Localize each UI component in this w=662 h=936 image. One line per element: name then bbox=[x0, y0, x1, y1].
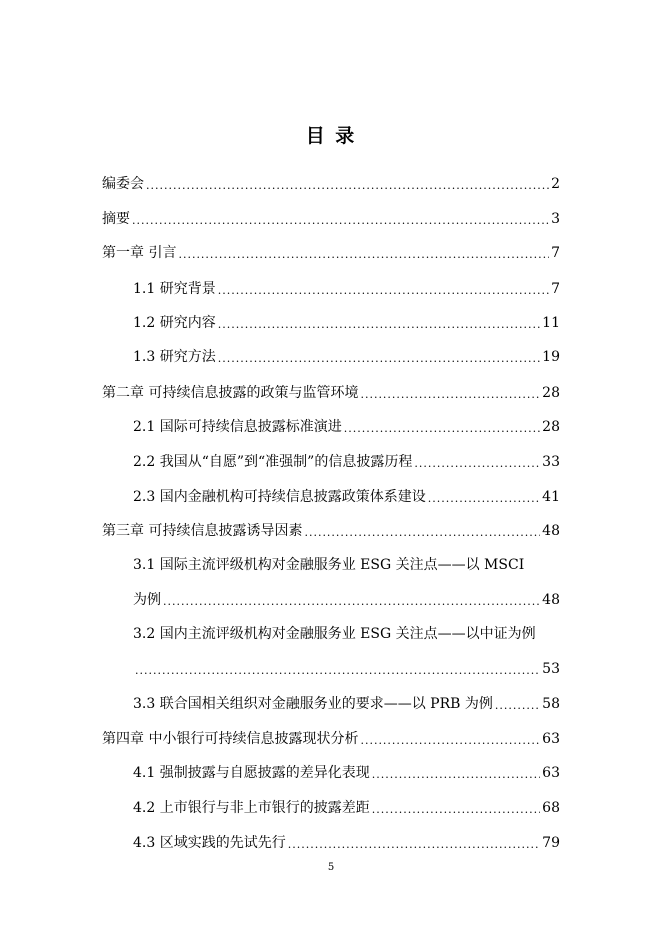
toc-entry-page: 28 bbox=[542, 419, 560, 435]
dot-leader bbox=[163, 595, 540, 609]
toc-entry-page: 79 bbox=[542, 835, 560, 851]
toc-entry-page: 58 bbox=[542, 696, 560, 712]
dot-leader bbox=[372, 803, 540, 817]
dot-leader bbox=[428, 492, 540, 506]
dot-leader bbox=[414, 457, 540, 471]
toc-entry-label: 4.2 上市银行与非上市银行的披露差距 bbox=[133, 800, 370, 816]
toc-entry-page: 3 bbox=[551, 211, 560, 227]
toc-entry-section-1-3[interactable] bbox=[133, 348, 560, 366]
toc-entry-section-1-1[interactable] bbox=[133, 280, 560, 298]
toc-entry-chapter-1[interactable] bbox=[102, 244, 560, 262]
toc-entry-label: 第四章 中小银行可持续信息披露现状分析 bbox=[102, 731, 359, 747]
toc-entry-page: 11 bbox=[542, 315, 560, 331]
toc-entry-section-3-3[interactable] bbox=[133, 695, 560, 713]
toc-entry-page: 48 bbox=[542, 592, 560, 608]
toc-entry-section-3-1[interactable] bbox=[133, 591, 560, 609]
dot-leader bbox=[218, 318, 540, 332]
toc-entry-chapter-2[interactable] bbox=[102, 384, 560, 402]
toc-entry-section-3-2[interactable] bbox=[133, 660, 560, 678]
toc-entry-label: 摘要 bbox=[102, 211, 130, 227]
toc-entry-page: 41 bbox=[542, 489, 560, 505]
toc-entry-label: 4.3 区域实践的先试先行 bbox=[133, 835, 286, 851]
toc-entry-label: 3.3 联合国相关组织对金融服务业的要求——以 PRB 为例 bbox=[133, 696, 493, 712]
toc-entry-section-1-2[interactable] bbox=[133, 314, 560, 332]
toc-entry-page: 63 bbox=[542, 765, 560, 781]
toc-entry-page: 7 bbox=[551, 245, 560, 261]
toc-entry-page: 33 bbox=[542, 454, 560, 470]
toc-entry-section-4-3[interactable] bbox=[133, 834, 560, 852]
toc-entry-editorial-board[interactable] bbox=[102, 175, 560, 193]
toc-entry-label: 第二章 可持续信息披露的政策与监管环境 bbox=[102, 385, 359, 401]
toc-entry-section-4-2[interactable] bbox=[133, 799, 560, 817]
toc-entry-page: 2 bbox=[551, 176, 560, 192]
dot-leader bbox=[360, 734, 540, 748]
toc-entry-page: 68 bbox=[542, 800, 560, 816]
toc-entry-page: 28 bbox=[542, 385, 560, 401]
dot-leader bbox=[132, 214, 549, 228]
toc-entry-label: 1.3 研究方法 bbox=[133, 349, 216, 365]
dot-leader bbox=[495, 699, 540, 713]
toc-entry-label: 4.1 强制披露与自愿披露的差异化表现 bbox=[133, 765, 370, 781]
toc-entry-section-3-2-line1[interactable]: 3.2 国内主流评级机构对金融服务业 ESG 关注点——以中证为例 bbox=[133, 626, 536, 642]
dot-leader bbox=[304, 526, 540, 540]
toc-entry-label: 1.1 研究背景 bbox=[133, 281, 216, 297]
toc-entry-section-3-1-line1[interactable]: 3.1 国际主流评级机构对金融服务业 ESG 关注点——以 MSCI bbox=[133, 557, 525, 573]
toc-entry-label: 2.1 国际可持续信息披露标准演进 bbox=[133, 419, 342, 435]
toc-entry-label: 编委会 bbox=[102, 176, 144, 192]
toc-entry-label: 为例 bbox=[133, 592, 161, 608]
dot-leader bbox=[146, 179, 549, 193]
dot-leader bbox=[178, 248, 549, 262]
toc-entry-page: 63 bbox=[542, 731, 560, 747]
toc-entry-page: 7 bbox=[551, 281, 560, 297]
dot-leader bbox=[360, 388, 540, 402]
toc-entry-chapter-4[interactable] bbox=[102, 730, 560, 748]
toc-entry-page: 53 bbox=[542, 661, 560, 677]
toc-title: 目 录 bbox=[305, 125, 357, 147]
dot-leader bbox=[372, 768, 540, 782]
dot-leader bbox=[218, 352, 540, 366]
toc-entry-section-2-2[interactable] bbox=[133, 453, 560, 471]
toc-entry-page: 19 bbox=[542, 349, 560, 365]
toc-entry-abstract[interactable] bbox=[102, 210, 560, 228]
toc-entry-section-2-3[interactable] bbox=[133, 488, 560, 506]
dot-leader bbox=[288, 838, 540, 852]
toc-entry-section-2-1[interactable] bbox=[133, 418, 560, 436]
toc-entry-label: 1.2 研究内容 bbox=[133, 315, 216, 331]
toc-entry-label: 2.3 国内金融机构可持续信息披露政策体系建设 bbox=[133, 489, 426, 505]
toc-entry-label: 2.2 我国从“自愿”到“准强制”的信息披露历程 bbox=[133, 454, 413, 470]
dot-leader bbox=[218, 284, 549, 298]
dot-leader bbox=[135, 664, 540, 678]
toc-entry-section-4-1[interactable] bbox=[133, 764, 560, 782]
toc-entry-chapter-3[interactable] bbox=[102, 522, 560, 540]
page-number: 5 bbox=[327, 862, 335, 873]
toc-entry-page: 48 bbox=[542, 523, 560, 539]
toc-entry-label: 第一章 引言 bbox=[102, 245, 177, 261]
toc-entry-label: 第三章 可持续信息披露诱导因素 bbox=[102, 523, 303, 539]
dot-leader bbox=[344, 422, 540, 436]
